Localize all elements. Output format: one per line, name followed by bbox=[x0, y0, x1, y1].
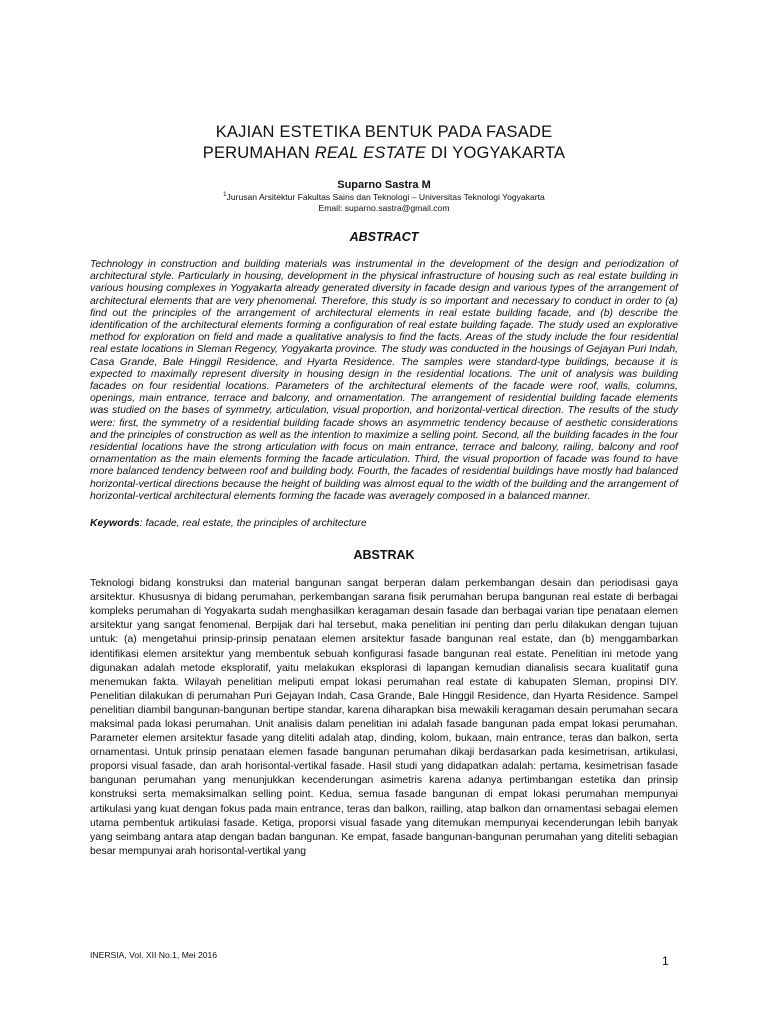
title-line-2-post: DI YOGYAKARTA bbox=[426, 144, 566, 162]
title-line-1: KAJIAN ESTETIKA BENTUK PADA FASADE bbox=[215, 123, 553, 141]
affiliation bbox=[90, 192, 678, 203]
title-line-2 bbox=[90, 143, 678, 164]
journal-footer: INERSIA, Vol. XII No.1, Mei 2016 bbox=[90, 950, 218, 960]
keywords bbox=[90, 517, 678, 530]
affiliation-text: Jurusan Arsitektur Fakultas Sains dan Teknologi – Universitas Teknologi Yogyakarta bbox=[226, 192, 545, 202]
paper-page bbox=[90, 0, 678, 859]
title-line-2-pre: PERUMAHAN bbox=[202, 144, 315, 162]
affiliation-mark: 1 bbox=[223, 192, 227, 198]
abstract-text: Technology in construction and building materials was instrumental in the development of the design and periodization of architectural style. Particularly in housing, development in the physical infrastructure of housing such as real estate building in various housing complexes in Yogyakarta already generated diversity in facade design and various types of the arrangement of architectural elements that are very phenomenal. Therefore, this study is so important and necessary to conduct in order to (a) find out the principles of the arrangement of architectural elements in real estate building facade, and (b) describe the identification of the architectural elements forming a configuration of real estate building façade. The study used an explorative method for exploration on field and made a qualitative analysis to find the facts. Areas of the study include the four residential real estate locations in Sleman Regency, Yogyakarta province. The study was conducted in the housings of Gejayan Puri Indah, Casa Grande, Bale Hinggil Residence, and Hyarta Residence. The samples were standard-type buildings, because it is expected to maximally represent diversity in housing design in the residential locations. The unit of analysis was building facades on four residential locations. Parameters of the architectural elements of the facade were roof, walls, columns, openings, main entrance, terrace and balcony, and ornamentation. The arrangement of residential building facade elements was studied on the bases of symmetry, articulation, visual proportion, and horizontal-vertical direction. The results of the study were: first, the symmetry of a residential building facade shows an asymmetric tendency because of aesthetic considerations and the principles of construction as well as the intention to maximize a selling point. Second, all the building facades in the four residential locations have the strong articulation with focus on main entrance, terrace and balcony, railing, balcony and roof ornamentation as the main elements forming the facade articulation. Third, the visual proportion of facade was found to have more balanced tendency between roof and building body. Fourth, the facades of residential buildings have mostly had balanced horizontal-vertical directions because the height of building was almost equal to the width of the building and the arrangement of horizontal-vertical architectural elements forming the facade was averagely composed in a balanced manner. bbox=[90, 259, 678, 502]
abstract-heading: ABSTRACT bbox=[349, 230, 419, 244]
keywords-label: Keywords bbox=[90, 518, 140, 530]
page-number: 1 bbox=[662, 954, 669, 968]
author-name: Suparno Sastra M bbox=[337, 179, 431, 191]
title-line-2-emphasis: REAL ESTATE bbox=[314, 144, 427, 162]
abstrak-text: Teknologi bidang konstruksi dan material bangunan sangat berperan dalam perkembangan desain dan periodisasi gaya arsitektur. Khususnya di bidang perumahan, perkembangan sarana fisik perumahan berupa bangunan real estate di berbagai kompleks perumahan di Yogyakarta sudah menghasilkan keragaman desain fasade dan berbagai varian tipe penataan elemen arsitektur yang sangat fenomenal. Berpijak dari hal tersebut, maka penelitian ini penting dan perlu dilakukan dengan tujuan untuk: (a) mengetahui prinsip-prinsip penataan elemen arsitektur fasade bangunan real estate, dan (b) menggambarkan identifikasi elemen arsitektur yang membentuk sebuah konfigurasi fasade bangunan real estate. Penelitian ini metode yang digunakan adalah metode eksploratif, yaitu melakukan eksplorasi di lapangan kemudian dianalisis secara kualitatif guna menemukan fakta. Wilayah penelitian meliputi empat lokasi perumahan real estate di kabupaten Sleman, propinsi DIY. Penelitian dilakukan di perumahan Puri Gejayan Indah, Casa Grande, Bale Hinggil Residence, dan Hyarta Residence. Sampel penelitian diambil bangunan-bangunan bertipe standar, karena diharapkan bisa mewakili keragaman desain perumahan secara maksimal pada lokasi perumahan. Unit analisis dalam penelitian ini adalah fasade bangunan pada empat lokasi perumahan. Parameter elemen arsitektur fasade yang diteliti adalah atap, dinding, kolom, bukaan, main entrance, teras dan balkon, serta ornamentasi. Untuk prinsip penataan elemen fasade bangunan perumahan dikaji berdasarkan pada kesimetrisan, artikulasi, proporsi visual fasade, dan arah horisontal-vertikal fasade. Hasil studi yang didapatkan adalah: pertama, kesimetrisan fasade bangunan perumahan yang menunjukkan kecenderungan asimetris karena adanya pertimbangan estetika dan prinsip konstruksi serta memaksimalkan selling point. Kedua, semua fasade bangunan di empat lokasi perumahan mempunyai artikulasi yang kuat dengan fokus pada main entrance, teras dan balkon, railling, atap balkon dan ornamentasi sebagai elemen utama pembentuk artikulasi fasade. Ketiga, proporsi visual fasade yang ditemukan mempunyai kecenderungan lebih banyak yang seimbang antara atap dengan badan bangunan. Ke empat, fasade bangunan-bangunan perumahan yang diteliti sebagian besar mempunyai arah horisontal-vertikal yang bbox=[90, 578, 678, 857]
paper-title bbox=[90, 122, 678, 164]
author-email: Email: suparno.sastra@gmail.com bbox=[318, 203, 450, 213]
keywords-text: : facade, real estate, the principles of architecture bbox=[139, 518, 367, 530]
abstrak-heading: ABSTRAK bbox=[353, 548, 415, 563]
